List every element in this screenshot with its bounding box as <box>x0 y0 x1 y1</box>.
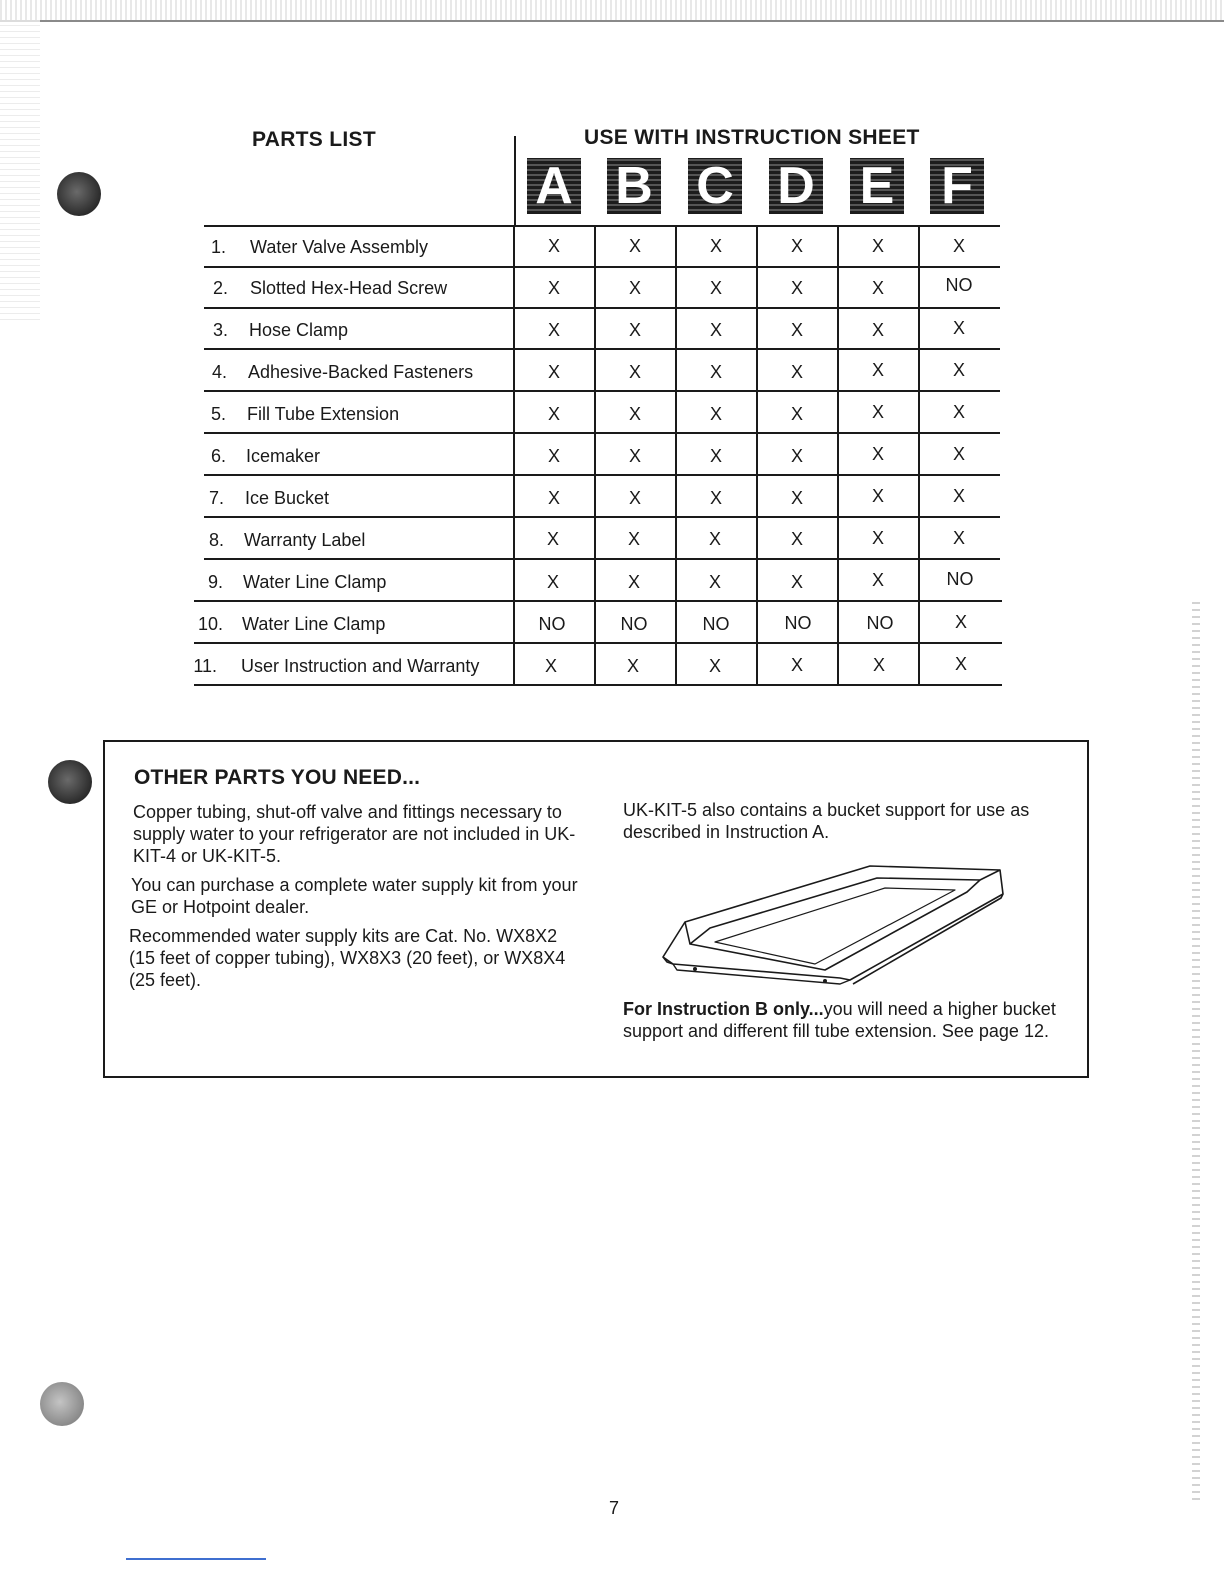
other-parts-heading: OTHER PARTS YOU NEED... <box>134 766 421 789</box>
scan-left-edge <box>0 20 40 320</box>
sheet-letter-d: D <box>769 158 823 214</box>
bucket-support-outer-outline <box>663 866 1003 980</box>
table-cell: NO <box>946 569 974 589</box>
table-cell: X <box>627 529 640 549</box>
table-cell: X <box>708 656 721 676</box>
table-cell: X <box>709 320 722 340</box>
instruction-b-note-text: you will need a higher bucket support and different fill tube extension. See page 12. <box>623 999 1056 1041</box>
table-rule <box>204 266 1000 268</box>
table-cell: X <box>952 360 965 380</box>
part-name: Slotted Hex-Head Screw <box>250 278 448 298</box>
table-cell: X <box>709 404 722 424</box>
table-cell: X <box>627 572 640 592</box>
table-rule <box>204 516 1000 518</box>
part-name: Water Valve Assembly <box>250 237 429 257</box>
punch-hole-icon <box>57 172 101 216</box>
table-cell: X <box>546 572 559 592</box>
recommended-kits-paragraph: Recommended water supply kits are Cat. No. WX8X2 (15 feet of copper tubing), WX8X3 (20 feet), or WX8X4 (25 feet). <box>129 926 566 990</box>
table-cell: X <box>871 402 884 422</box>
table-cell: X <box>954 612 967 632</box>
row-number: 8. <box>208 530 224 550</box>
part-name: Adhesive-Backed Fasteners <box>248 362 474 382</box>
table-cell: X <box>628 404 641 424</box>
table-cell: X <box>628 488 641 508</box>
row-number: 7. <box>208 488 224 508</box>
row-number: 10. <box>197 614 223 634</box>
table-cell: X <box>790 446 803 466</box>
bucket-support-inner-ledge <box>715 888 955 964</box>
table-cell: X <box>790 488 803 508</box>
part-name: Water Line Clamp <box>242 614 386 634</box>
use-with-heading: USE WITH INSTRUCTION SHEET <box>584 126 920 149</box>
table-cell: X <box>871 570 884 590</box>
table-cell: X <box>709 278 722 298</box>
sheet-letter-a: A <box>527 158 581 214</box>
table-cell: X <box>871 278 884 298</box>
table-cell: X <box>952 528 965 548</box>
table-cell: X <box>871 486 884 506</box>
page-number: 7 <box>608 1498 619 1518</box>
table-cell: X <box>708 529 721 549</box>
bucket-support-side-edge <box>980 870 1000 880</box>
parts-list-heading: PARTS LIST <box>252 128 376 151</box>
table-cell: X <box>628 446 641 466</box>
table-cell: X <box>952 236 965 256</box>
table-cell: X <box>871 444 884 464</box>
instruction-b-note <box>623 998 1063 1042</box>
table-cell: X <box>628 320 641 340</box>
bucket-support-foot <box>693 967 697 971</box>
table-rule <box>204 390 1000 392</box>
table-cell: X <box>790 278 803 298</box>
bucket-support-inner-rim <box>690 878 980 970</box>
scan-bottom-mark <box>126 1558 266 1560</box>
part-name: Warranty Label <box>244 530 366 550</box>
table-cell: X <box>790 362 803 382</box>
scan-top-line <box>0 20 1224 22</box>
table-cell: X <box>871 360 884 380</box>
table-cell: X <box>954 654 967 674</box>
bucket-support-top-edge <box>685 922 690 944</box>
sheet-letter-b: B <box>607 158 661 214</box>
table-rule <box>204 474 1000 476</box>
table-cell: X <box>547 488 560 508</box>
row-number: 1. <box>210 237 226 257</box>
table-cell: X <box>547 278 560 298</box>
table-cell: NO <box>784 613 812 633</box>
table-rule <box>204 432 1000 434</box>
table-cell: X <box>952 486 965 506</box>
scan-top-band <box>0 0 1224 20</box>
table-cell: X <box>709 488 722 508</box>
table-cell: X <box>547 320 560 340</box>
table-cell: X <box>626 656 639 676</box>
table-cell: X <box>708 572 721 592</box>
punch-hole-icon <box>48 760 92 804</box>
table-rule <box>204 348 1000 350</box>
part-name: Ice Bucket <box>245 488 330 508</box>
table-cell: NO <box>538 614 566 634</box>
part-name: Water Line Clamp <box>243 572 387 592</box>
table-cell: NO <box>620 614 648 634</box>
row-number: 5. <box>210 404 226 424</box>
part-name: Fill Tube Extension <box>247 404 400 424</box>
bucket-support-foot <box>823 979 827 983</box>
table-cell: X <box>790 655 803 675</box>
table-cell: X <box>952 402 965 422</box>
table-cell: X <box>790 320 803 340</box>
table-cell: X <box>547 404 560 424</box>
table-rule <box>194 642 1002 644</box>
table-rule <box>194 684 1002 686</box>
table-cell: X <box>546 529 559 549</box>
header-divider <box>514 136 516 226</box>
table-cell: X <box>628 278 641 298</box>
table-cell: X <box>709 362 722 382</box>
table-cell: NO <box>702 614 730 634</box>
table-cell: X <box>790 572 803 592</box>
table-cell: X <box>871 236 884 256</box>
punch-hole-icon <box>40 1382 84 1426</box>
part-name: Icemaker <box>246 446 321 466</box>
table-rule <box>194 600 1002 602</box>
table-cell: X <box>628 362 641 382</box>
row-number: 11. <box>193 656 217 676</box>
sheet-letter-f: F <box>930 158 984 214</box>
row-number: 6. <box>210 446 226 466</box>
instruction-b-note-bold: For Instruction B only... <box>623 999 824 1019</box>
part-name: Hose Clamp <box>249 320 349 340</box>
scan-right-edge <box>1192 600 1200 1500</box>
row-number: 2. <box>212 278 228 298</box>
table-cell: NO <box>945 275 973 295</box>
table-cell: X <box>544 656 557 676</box>
table-cell: X <box>547 362 560 382</box>
table-cell: X <box>871 320 884 340</box>
bucket-support-paragraph: UK-KIT-5 also contains a bucket support for use as described in Instruction A. <box>623 800 1030 842</box>
copper-tubing-paragraph: Copper tubing, shut-off valve and fittings necessary to supply water to your refrigerator are not included in UK-KIT-4 or UK-KIT-5. <box>133 802 576 866</box>
table-cell: X <box>952 318 965 338</box>
table-cell: X <box>628 236 641 256</box>
table-cell: X <box>790 236 803 256</box>
table-cell: X <box>871 528 884 548</box>
table-rule <box>204 225 1000 227</box>
purchase-kit-paragraph: You can purchase a complete water supply kit from your GE or Hotpoint dealer. <box>131 875 578 917</box>
table-cell: X <box>547 236 560 256</box>
sheet-letter-c: C <box>688 158 742 214</box>
part-name: User Instruction and Warranty <box>241 656 480 676</box>
bucket-support-illustration <box>655 852 1010 987</box>
table-cell: NO <box>866 613 894 633</box>
row-number: 9. <box>207 572 223 592</box>
table-cell: X <box>790 404 803 424</box>
table-rule <box>204 558 1000 560</box>
table-cell: X <box>709 236 722 256</box>
sheet-letter-e: E <box>850 158 904 214</box>
row-number: 3. <box>212 320 228 340</box>
table-cell: X <box>709 446 722 466</box>
table-cell: X <box>547 446 560 466</box>
row-number: 4. <box>211 362 227 382</box>
table-cell: X <box>790 529 803 549</box>
table-cell: X <box>872 655 885 675</box>
table-rule <box>204 307 1000 309</box>
table-cell: X <box>952 444 965 464</box>
